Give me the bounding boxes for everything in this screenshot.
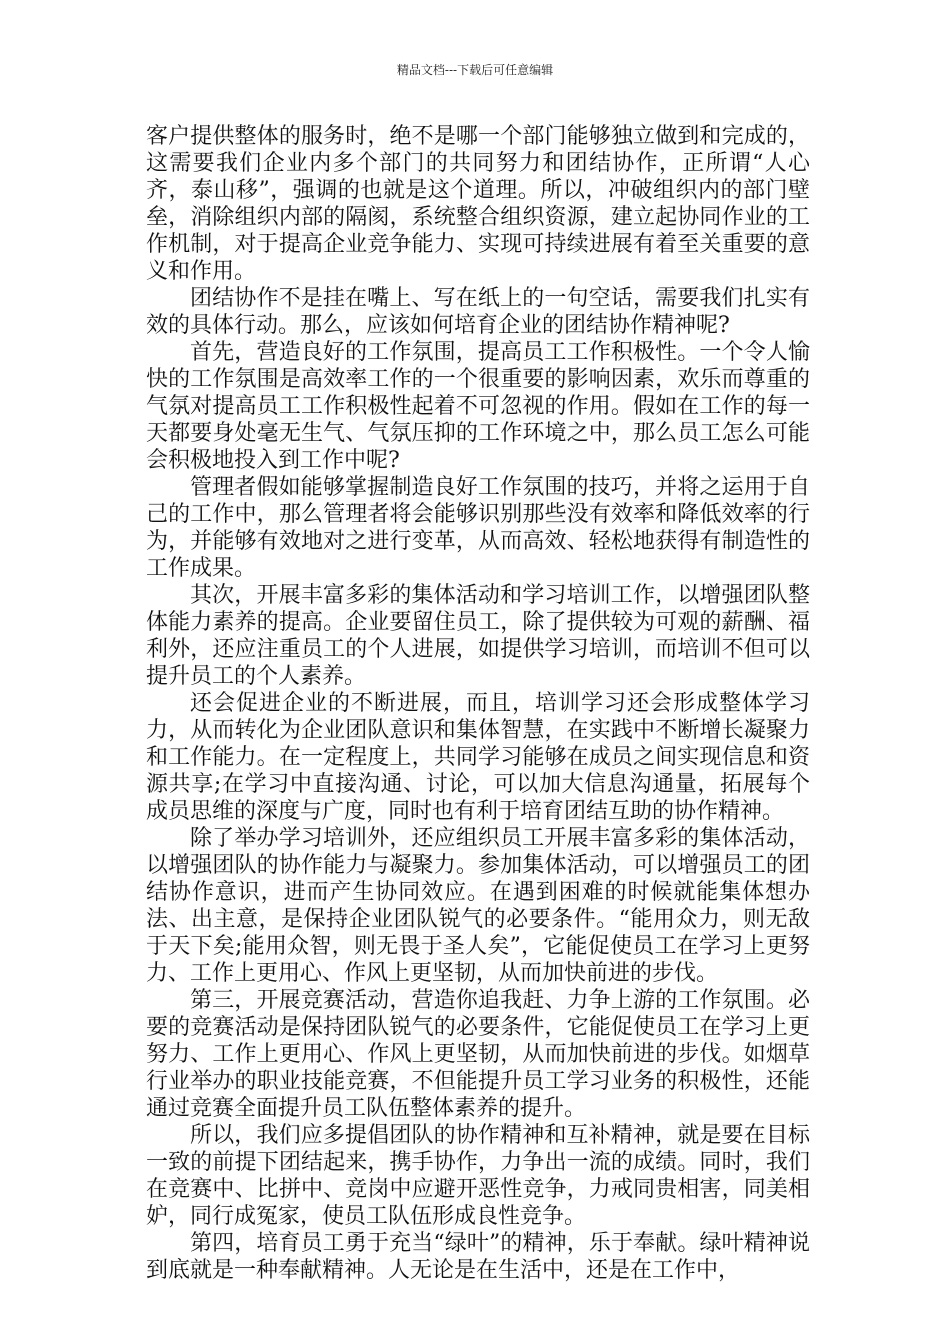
- paragraph: 客户提供整体的服务时，绝不是哪一个部门能够独立做到和完成的，这需要我们企业内多个部门的共同努力和团结协作，正所谓“人心齐，泰山移”，强调的也就是这个道理。所以，冲破组织内的部门壁垒，消除组织内部的隔阂，系统整合组织资源，建立起协同作业的工作机制，对于提高企业竞争能力、实现可持续进展有着至关重要的意义和作用。: [146, 124, 810, 284]
- body-text: [146, 123, 810, 1284]
- paragraph: 还会促进企业的不断进展，而且，培训学习还会形成整体学习力，从而转化为企业团队意识和集体智慧，在实践中不断增长凝聚力和工作能力。在一定程度上，共同学习能够在成员之间实现信息和资源共享;在学习中直接沟通、讨论，可以加大信息沟通量，拓展每个成员思维的深度与广度，同时也有利于培育团结互助的协作精神。: [146, 691, 810, 824]
- paragraph: 第四，培育员工勇于充当“绿叶”的精神，乐于奉献。绿叶精神说到底就是一种奉献精神。人无论是在生活中，还是在工作中，: [146, 1231, 810, 1283]
- paragraph: 第三，开展竞赛活动，营造你追我赶、力争上游的工作氛围。必要的竞赛活动是保持团队锐气的必要条件，它能促使员工在学习上更努力、工作上更用心、作风上更坚韧，从而加快前进的步伐。如烟草行业举办的职业技能竞赛，不但能提升员工学习业务的积极性，还能通过竞赛全面提升员工队伍整体素养的提升。: [146, 988, 810, 1121]
- paragraph: 团结协作不是挂在嘴上、写在纸上的一句空话，需要我们扎实有效的具体行动。那么，应该如何培育企业的团结协作精神呢?: [146, 286, 810, 338]
- paragraph: 首先，营造良好的工作氛围，提高员工工作积极性。一个令人愉快的工作氛围是高效率工作的一个很重要的影响因素，欢乐而尊重的气氛对提高员工工作积极性起着不可忽视的作用。假如在工作的每一天都要身处毫无生气、气氛压抑的工作环境之中，那么员工怎么可能会积极地投入到工作中呢?: [146, 340, 810, 473]
- paragraph: 管理者假如能够掌握制造良好工作氛围的技巧，并将之运用于自己的工作中，那么管理者将会能够识别那些没有效率和降低效率的行为，并能够有效地对之进行变革，从而高效、轻松地获得有制造性的工作成果。: [146, 475, 810, 581]
- paragraph: 所以，我们应多提倡团队的协作精神和互补精神，就是要在目标一致的前提下团结起来，携手协作，力争出一流的成绩。同时，我们在竞赛中、比拼中、竞岗中应避开恶性竞争，力戒同贵相害，同美相妒，同行成冤家，使员工队伍形成良性竞争。: [146, 1123, 810, 1229]
- paragraph: 除了举办学习培训外，还应组织员工开展丰富多彩的集体活动，以增强团队的协作能力与凝聚力。参加集体活动，可以增强员工的团结协作意识，进而产生协同效应。在遇到困难的时候就能集体想办法、出主意，是保持企业团队锐气的必要条件。“能用众力，则无敌于天下矣;能用众智，则无畏于圣人矣”，它能促使员工在学习上更努力、工作上更用心、作风上更坚韧，从而加快前进的步伐。: [146, 826, 810, 986]
- paragraph: 其次，开展丰富多彩的集体活动和学习培训工作，以增强团队整体能力素养的提高。企业要留住员工，除了提供较为可观的薪酬、福利外，还应注重员工的个人进展，如提供学习培训，而培训不但可以提升员工的个人素养。: [146, 583, 810, 689]
- page-header: 精品文档---下载后可任意编辑: [396, 63, 554, 77]
